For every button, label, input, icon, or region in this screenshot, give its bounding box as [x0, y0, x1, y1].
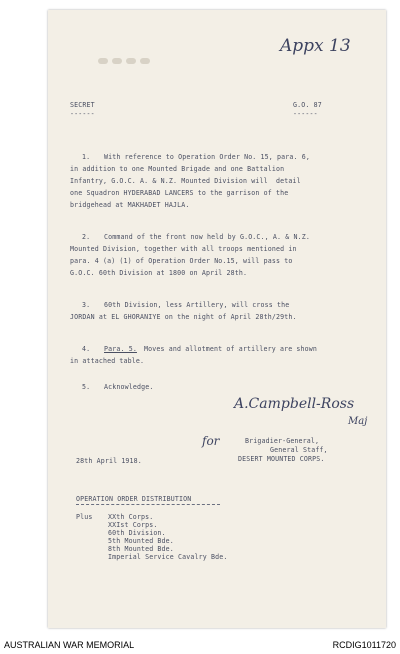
document-date: 28th April 1918.: [76, 457, 142, 465]
paragraph-3-line: JORDAN at EL GHORANIYE on the night of April 28th/29th.: [70, 313, 297, 321]
signature-title-line: DESERT MOUNTED CORPS.: [238, 455, 325, 463]
distribution-item: Imperial Service Cavalry Bde.: [108, 553, 228, 561]
archive-footer: [0, 636, 400, 654]
order-reference: G.O. 87: [293, 101, 322, 109]
distribution-heading: OPERATION ORDER DISTRIBUTION: [76, 495, 192, 503]
paragraph-5-line: Acknowledge.: [104, 383, 154, 391]
document-page: [48, 10, 386, 628]
paragraph-1-line: Infantry, G.O.C. A. & N.Z. Mounted Division will detail: [70, 177, 301, 185]
paragraph-1-number: 1.: [82, 153, 91, 161]
paragraph-3-number: 3.: [82, 301, 91, 309]
paragraph-2-line: Mounted Division, together with all troops mentioned in: [70, 245, 297, 253]
paragraph-4-line: Moves and allotment of artillery are shown: [144, 345, 318, 353]
paragraph-5-number: 5.: [82, 383, 91, 391]
punch-hole: [126, 58, 136, 64]
handwritten-appendix-ref: Appx 13: [280, 36, 351, 56]
paragraph-4-line: in attached table.: [70, 357, 145, 365]
signature-title-line: Brigadier-General,: [245, 437, 320, 445]
order-reference-rule: ------: [293, 110, 318, 118]
distribution-item: XXth Corps.: [108, 513, 154, 521]
handwritten-rank: Maj: [348, 416, 368, 427]
paragraph-2-line: Command of the front now held by G.O.C., A. & N.Z.: [104, 233, 310, 241]
paragraph-1-line: in addition to one Mounted Brigade and one Battalion: [70, 165, 285, 173]
paragraph-2-line: para. 4 (a) (1) of Operation Order No.15, will pass to: [70, 257, 293, 265]
handwritten-for-mark: for: [202, 434, 220, 448]
paragraph-2-number: 2.: [82, 233, 91, 241]
paragraph-4-number: 4.: [82, 345, 91, 353]
paragraph-2-line: G.O.C. 60th Division at 1800 on April 28th.: [70, 269, 248, 277]
paragraph-4-reference: Para. 5.: [104, 345, 137, 353]
distribution-item: 60th Division.: [108, 529, 166, 537]
distribution-heading-underline: [76, 504, 220, 505]
classification-rule: ------: [70, 110, 95, 118]
paragraph-1-line: bridgehead at MAKHADET HAJLA.: [70, 201, 190, 209]
distribution-item: 5th Mounted Bde.: [108, 537, 174, 545]
footer-catalog-id: RCDIG1011720: [332, 640, 396, 650]
classification-heading: SECRET: [70, 101, 95, 109]
distribution-item: XXIst Corps.: [108, 521, 158, 529]
distribution-item: 8th Mounted Bde.: [108, 545, 174, 553]
paragraph-1-line: one Squadron HYDERABAD LANCERS to the garrison of the: [70, 189, 289, 197]
distribution-plus-label: Plus: [76, 513, 93, 521]
signature-title-line: General Staff,: [270, 446, 328, 454]
handwritten-signature: A.Campbell-Ross: [234, 396, 355, 412]
paragraph-1-line: With reference to Operation Order No. 15, para. 6,: [104, 153, 310, 161]
punch-hole: [140, 58, 150, 64]
punch-hole: [98, 58, 108, 64]
paragraph-3-line: 60th Division, less Artillery, will cross the: [104, 301, 290, 309]
punch-hole: [112, 58, 122, 64]
footer-institution: AUSTRALIAN WAR MEMORIAL: [4, 640, 135, 650]
